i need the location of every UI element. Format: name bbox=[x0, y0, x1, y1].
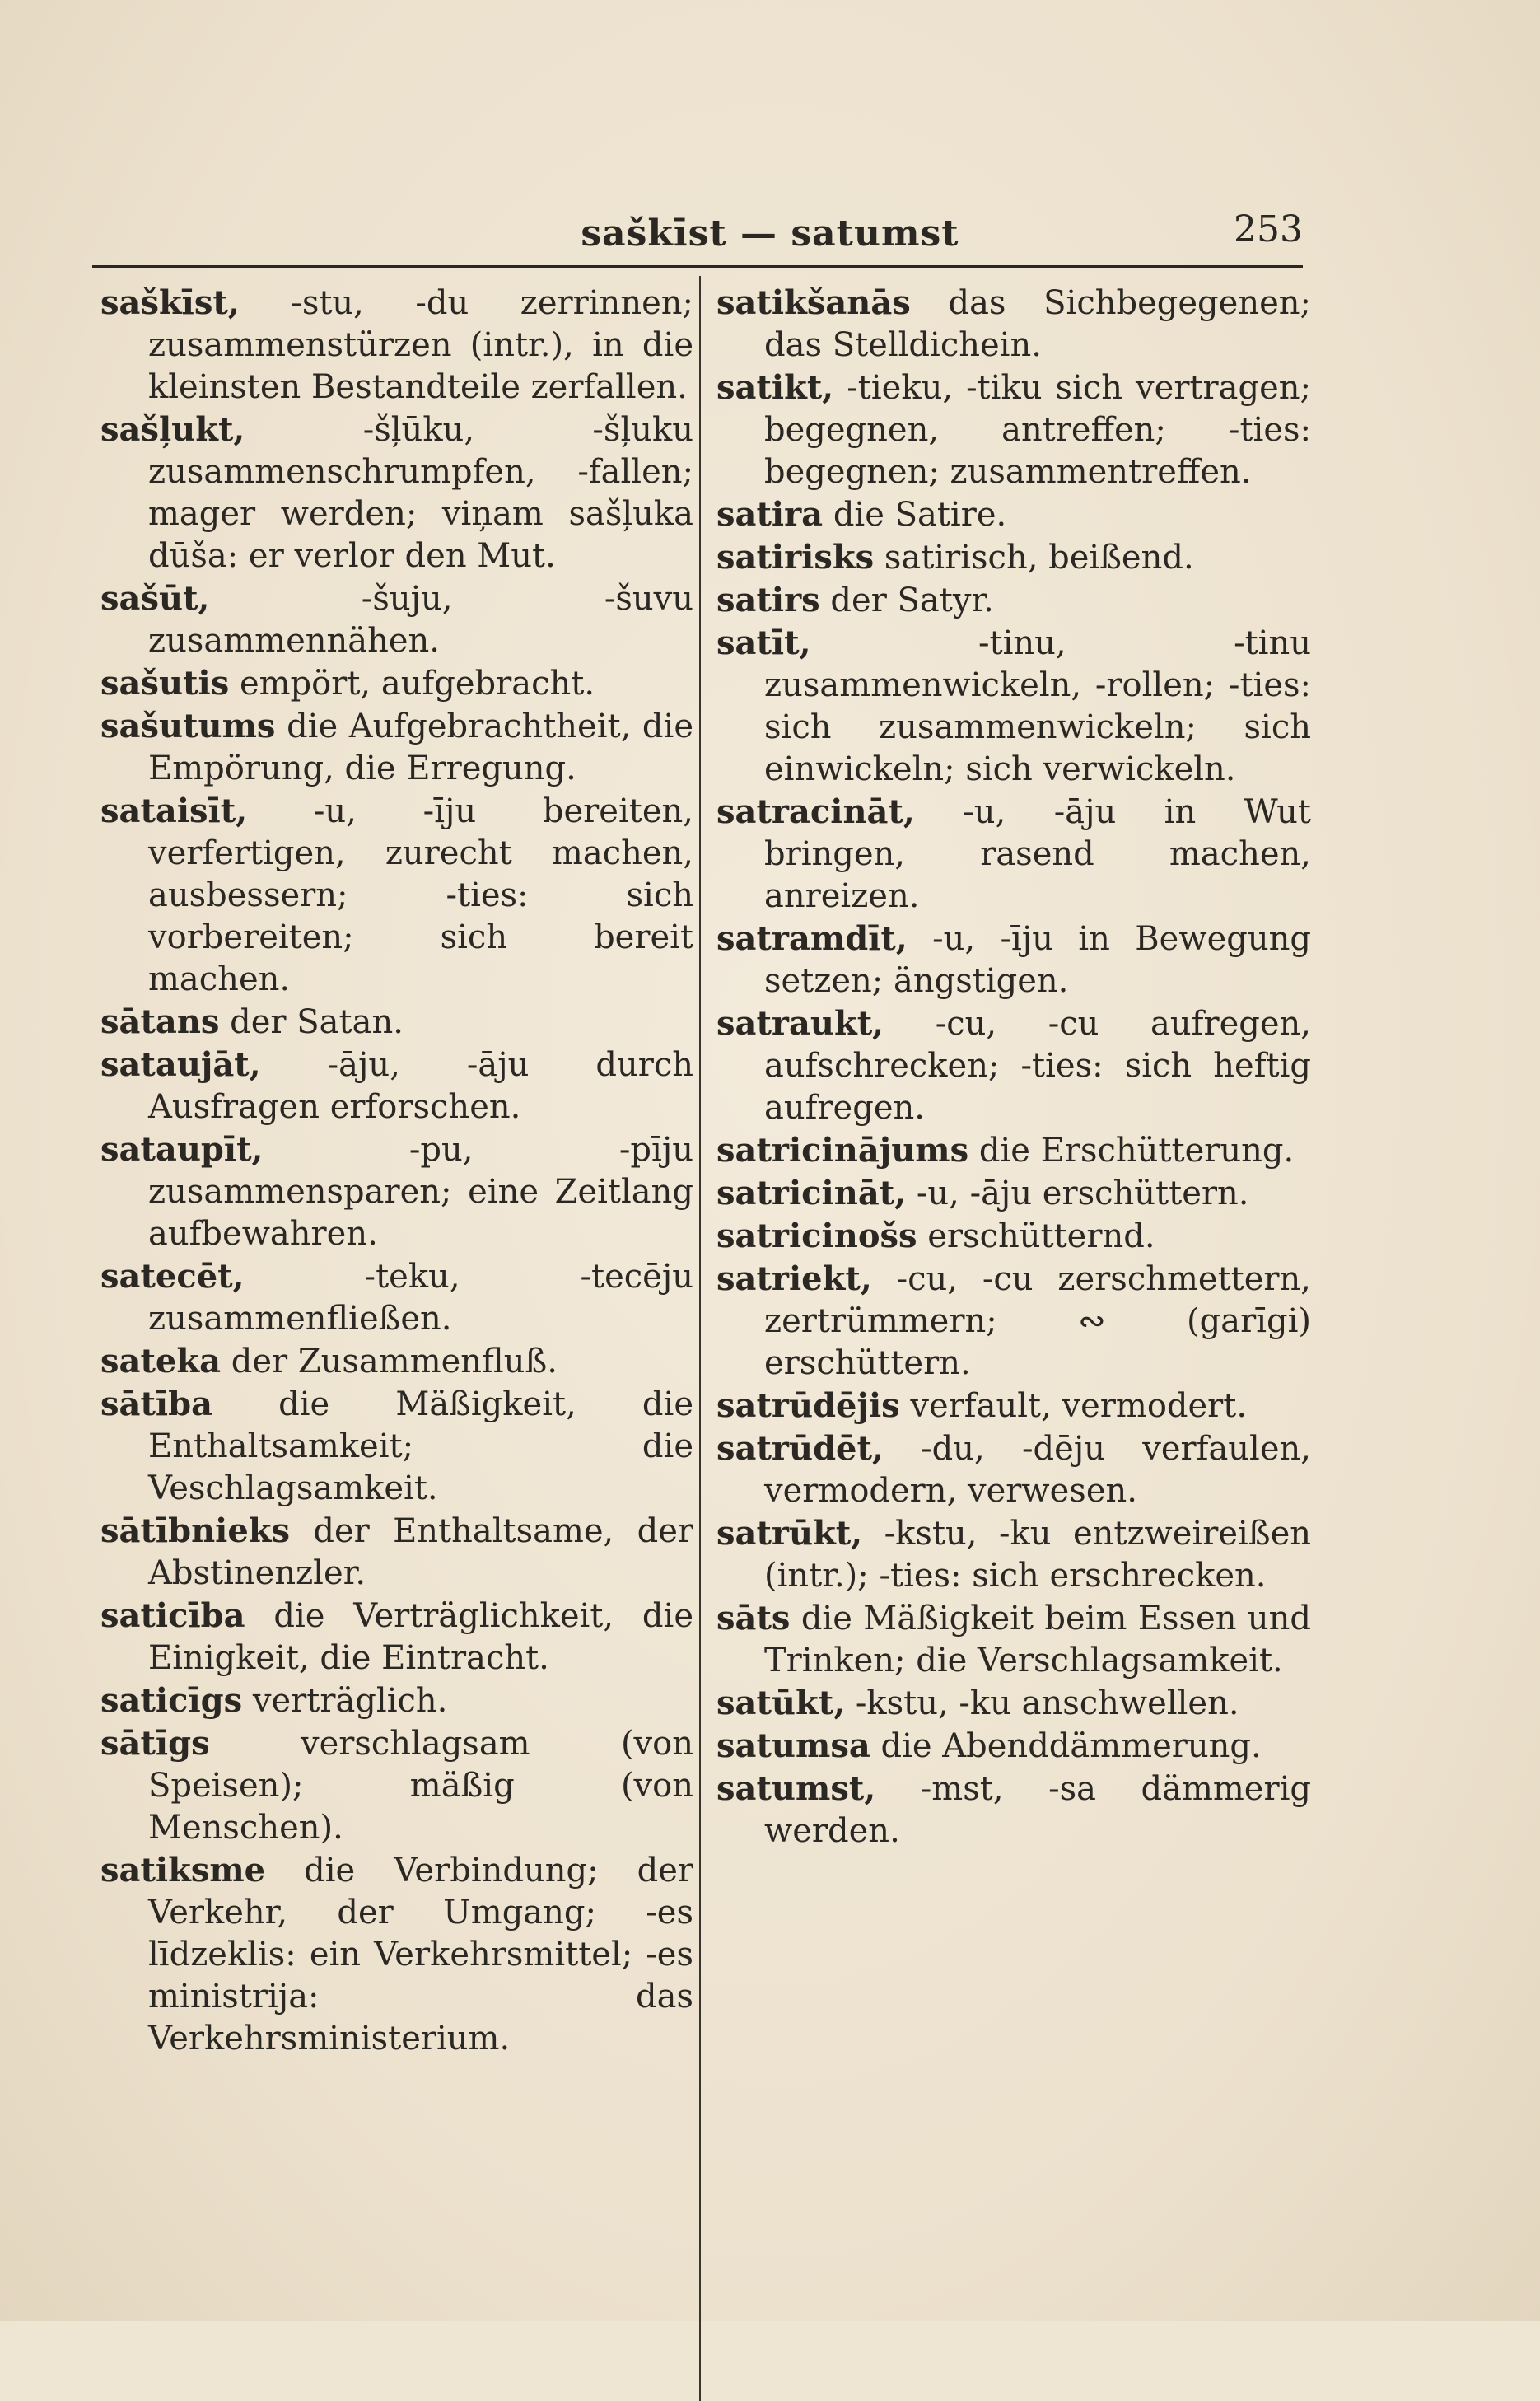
dictionary-entry bbox=[716, 1172, 1311, 1215]
dictionary-entry bbox=[100, 1722, 693, 1849]
dictionary-entry bbox=[716, 1682, 1311, 1725]
column-divider bbox=[699, 276, 701, 2401]
dictionary-entry bbox=[716, 918, 1311, 1002]
entry-headword: saticība bbox=[100, 1596, 245, 1635]
entry-headword: sāts bbox=[716, 1599, 791, 1637]
dictionary-entry bbox=[716, 791, 1311, 918]
entry-headword: sašutis bbox=[100, 664, 230, 703]
entry-definition: -šļūku, -šļuku zusammenschrumpfen, -fallen; mager werden; viņam sašļuka dūša: er verlor den Mut. bbox=[148, 411, 693, 575]
entry-headword: sātībnieks bbox=[100, 1511, 291, 1550]
right-column bbox=[716, 282, 1311, 1852]
dictionary-entry bbox=[100, 1595, 693, 1679]
entry-definition: der Zusammenfluß. bbox=[221, 1343, 558, 1380]
entry-headword: satumst, bbox=[716, 1769, 876, 1808]
page-number: 253 bbox=[1234, 208, 1303, 250]
entry-definition: -u, -āju in Wut bringen, rasend machen, anreizen. bbox=[764, 793, 1311, 915]
dictionary-entry bbox=[100, 790, 693, 1001]
dictionary-entry bbox=[100, 662, 693, 705]
entry-definition: die Abenddämmerung. bbox=[870, 1727, 1262, 1765]
entry-definition: erschütternd. bbox=[917, 1217, 1155, 1255]
entry-definition: verfault, vermodert. bbox=[899, 1387, 1248, 1425]
entry-definition: -du, -dēju verfaulen, vermodern, verwesen. bbox=[764, 1430, 1311, 1510]
entry-definition: verträglich. bbox=[242, 1682, 448, 1720]
dictionary-entry bbox=[100, 1679, 693, 1722]
entry-headword: sateka bbox=[100, 1342, 221, 1380]
entry-definition: der Enthaltsame, der Abstinenzler. bbox=[148, 1512, 693, 1592]
entry-headword: sātīgs bbox=[100, 1724, 210, 1763]
entry-definition: empört, aufgebracht. bbox=[229, 665, 595, 703]
entry-headword: sašļukt, bbox=[100, 410, 245, 449]
entry-headword: satūkt, bbox=[716, 1684, 846, 1722]
dictionary-entry bbox=[716, 622, 1311, 791]
dictionary-entry bbox=[100, 282, 693, 409]
entry-headword: satirisks bbox=[716, 538, 875, 577]
dictionary-entry bbox=[100, 1255, 693, 1340]
entry-definition: verschlagsam (von Speisen); mäßig (von Menschen). bbox=[148, 1725, 693, 1847]
entry-headword: satricinošs bbox=[716, 1217, 917, 1255]
entry-headword: satrūdēt, bbox=[716, 1429, 884, 1468]
header-rule bbox=[92, 265, 1303, 268]
dictionary-entry bbox=[100, 1340, 693, 1383]
entry-definition: -stu, -du zerrinnen; zusammenstürzen (intr.), in die kleinsten Bestandteile zerfallen. bbox=[148, 284, 693, 406]
entry-headword: satrūdējis bbox=[716, 1386, 900, 1425]
entry-definition: satirisch, beißend. bbox=[874, 539, 1194, 577]
dictionary-entry bbox=[716, 1258, 1311, 1385]
entry-headword: sataupīt, bbox=[100, 1130, 264, 1169]
entry-definition: die Verbindung; der Verkehr, der Umgang; -es līdzeklis: ein Verkehrsmittel; -es ministrija: das Verkehrsministerium. bbox=[148, 1852, 693, 2058]
entry-headword: satecēt, bbox=[100, 1257, 245, 1296]
entry-headword: satracināt, bbox=[716, 792, 915, 831]
entry-definition: -pu, -pīju zusammensparen; eine Zeitlang aufbewahren. bbox=[148, 1131, 693, 1253]
entry-definition: der Satyr. bbox=[819, 582, 994, 619]
left-column bbox=[100, 282, 693, 2060]
dictionary-entry bbox=[716, 367, 1311, 493]
entry-headword: sātība bbox=[100, 1385, 212, 1423]
dictionary-entry bbox=[100, 1001, 693, 1044]
entry-headword: sašūt, bbox=[100, 579, 210, 618]
entry-definition: die Erschütterung. bbox=[968, 1132, 1295, 1170]
entry-definition: -tieku, -tiku sich vertragen; begegnen, antreffen; -ties: begegnen; zusammentreffen. bbox=[764, 369, 1311, 491]
entry-definition: -šuju, -šuvu zusammennähen. bbox=[148, 580, 693, 660]
entry-definition: -cu, -cu aufregen, aufschrecken; -ties: sich heftig aufregen. bbox=[764, 1005, 1311, 1127]
dictionary-entry bbox=[100, 1510, 693, 1595]
entry-definition: -kstu, -ku anschwellen. bbox=[845, 1684, 1239, 1722]
dictionary-entry bbox=[100, 577, 693, 662]
entry-headword: satīt, bbox=[716, 624, 811, 662]
entry-headword: satikšanās bbox=[716, 283, 911, 322]
entry-headword: sātans bbox=[100, 1002, 220, 1041]
entry-headword: saškīst, bbox=[100, 283, 240, 322]
entry-definition: -āju, -āju durch Ausfragen erforschen. bbox=[148, 1046, 693, 1126]
dictionary-entry bbox=[100, 705, 693, 790]
dictionary-entry bbox=[716, 1512, 1311, 1597]
entry-headword: satramdīt, bbox=[716, 919, 908, 958]
entry-headword: sašutums bbox=[100, 707, 276, 745]
dictionary-entry bbox=[716, 1129, 1311, 1172]
entry-definition: die Mäßigkeit beim Essen und Trinken; die Verschlagsamkeit. bbox=[764, 1600, 1311, 1679]
entry-headword: satirs bbox=[716, 581, 820, 619]
entry-definition: die Verträglichkeit, die Einigkeit, die Eintracht. bbox=[148, 1597, 693, 1677]
dictionary-entry bbox=[716, 1597, 1311, 1682]
dictionary-entry bbox=[716, 1427, 1311, 1512]
dictionary-entry bbox=[716, 1768, 1311, 1852]
dictionary-entry bbox=[100, 1849, 693, 2060]
dictionary-entry bbox=[716, 282, 1311, 367]
dictionary-entry bbox=[716, 1385, 1311, 1427]
entry-definition: -kstu, -ku entzweireißen (intr.); -ties: sich erschrecken. bbox=[764, 1515, 1311, 1595]
dictionary-entry bbox=[100, 1044, 693, 1128]
entry-headword: satiksme bbox=[100, 1851, 266, 1890]
entry-definition: -u, -īju bereiten, verfertigen, zurecht machen, ausbessern; -ties: sich vorbereiten; sich bereit machen. bbox=[148, 792, 693, 998]
entry-headword: satrūkt, bbox=[716, 1514, 863, 1553]
entry-headword: satumsa bbox=[716, 1726, 870, 1765]
entry-headword: satricināt, bbox=[716, 1174, 907, 1212]
dictionary-entry bbox=[716, 536, 1311, 579]
dictionary-entry bbox=[100, 1383, 693, 1510]
dictionary-entry bbox=[100, 1128, 693, 1255]
entry-definition: -teku, -tecēju zusammenfließen. bbox=[148, 1258, 693, 1338]
entry-headword: satriekt, bbox=[716, 1259, 872, 1298]
entry-definition: das Sichbegegenen; das Stelldichein. bbox=[764, 284, 1311, 364]
entry-headword: satricinājums bbox=[716, 1131, 969, 1170]
entry-headword: satikt, bbox=[716, 368, 834, 407]
entry-definition: die Aufgebrachtheit, die Empörung, die Erregung. bbox=[148, 708, 693, 787]
entry-definition: -mst, -sa dämmerig werden. bbox=[764, 1770, 1311, 1850]
entry-headword: sataisīt, bbox=[100, 792, 248, 830]
entry-headword: saticīgs bbox=[100, 1681, 243, 1720]
running-header: saškīst — satumst bbox=[581, 213, 959, 255]
entry-headword: satira bbox=[716, 495, 824, 534]
dictionary-entry bbox=[716, 493, 1311, 536]
entry-headword: sataujāt, bbox=[100, 1045, 261, 1084]
dictionary-entry bbox=[100, 409, 693, 577]
dictionary-entry bbox=[716, 1215, 1311, 1258]
dictionary-entry bbox=[716, 1725, 1311, 1768]
entry-definition: -cu, -cu zerschmettern, zertrümmern; ∾ (garīgi) erschüttern. bbox=[764, 1260, 1311, 1382]
dictionary-entry bbox=[716, 1002, 1311, 1129]
entry-definition: -tinu, -tinu zusammenwickeln, -rollen; -ties: sich zusammenwickeln; sich einwickeln; sich verwickeln. bbox=[764, 624, 1311, 788]
entry-definition: -u, -īju in Bewegung setzen; ängstigen. bbox=[764, 920, 1311, 1000]
dictionary-entry bbox=[716, 579, 1311, 622]
entry-definition: die Satire. bbox=[823, 496, 1007, 534]
entry-definition: der Satan. bbox=[219, 1003, 404, 1041]
entry-headword: satraukt, bbox=[716, 1004, 884, 1043]
entry-definition: -u, -āju erschüttern. bbox=[906, 1175, 1249, 1212]
entry-definition: die Mäßigkeit, die Enthaltsamkeit; die Veschlagsamkeit. bbox=[148, 1385, 693, 1507]
